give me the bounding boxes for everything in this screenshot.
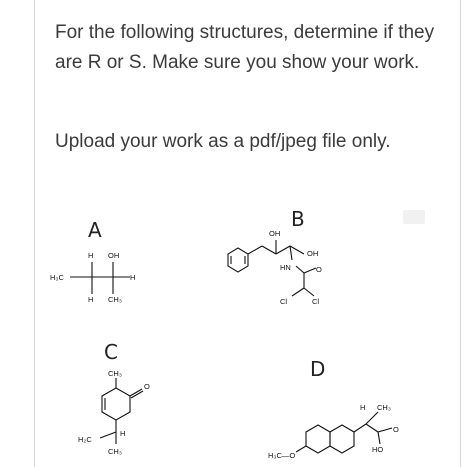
atom-o-b: O: [316, 265, 322, 274]
structure-b-label: B: [291, 207, 305, 231]
atom-ch3-c1: CH₃: [108, 369, 122, 378]
atom-oh-top: OH: [108, 251, 120, 260]
structure-b-molecule: [228, 229, 322, 306]
structure-a-fischer: [50, 251, 135, 304]
atom-h-c: H: [120, 429, 126, 438]
atom-hn: HN: [280, 263, 291, 272]
structure-d-molecule: [268, 403, 399, 460]
atom-ch3-c2: CH₃: [108, 447, 122, 456]
atom-h-bottom: H: [88, 295, 94, 304]
structure-c-label: C: [104, 340, 118, 364]
atom-o-d: O: [393, 425, 399, 434]
atom-oh-b2: OH: [307, 249, 319, 258]
atom-h-right: H: [130, 273, 136, 282]
instruction-text: For the following structures, determine if they are R or S. Make sure you show your work.: [55, 22, 435, 73]
atom-h-d: H: [360, 403, 366, 412]
structure-c-molecule: [78, 369, 150, 456]
atom-h-top: H: [88, 251, 94, 260]
upload-instruction-text: Upload your work as a pdf/jpeg file only.: [55, 131, 391, 152]
structure-d-label: D: [310, 357, 326, 381]
atom-ho-d: HO: [372, 445, 384, 454]
atom-o-c: O: [144, 382, 150, 391]
atom-h2c: H₂C: [78, 435, 92, 444]
atom-h3co: H₃C—O: [268, 451, 296, 460]
atom-ch3-d: CH₃: [377, 403, 391, 412]
atom-h3c: H₃C: [50, 273, 64, 282]
atom-oh-b1: OH: [269, 229, 281, 238]
atom-cl-2: Cl: [312, 297, 320, 306]
atom-cl-1: Cl: [280, 297, 288, 306]
structure-a-label: A: [88, 218, 102, 242]
atom-ch3-bottom: CH₃: [108, 295, 122, 304]
